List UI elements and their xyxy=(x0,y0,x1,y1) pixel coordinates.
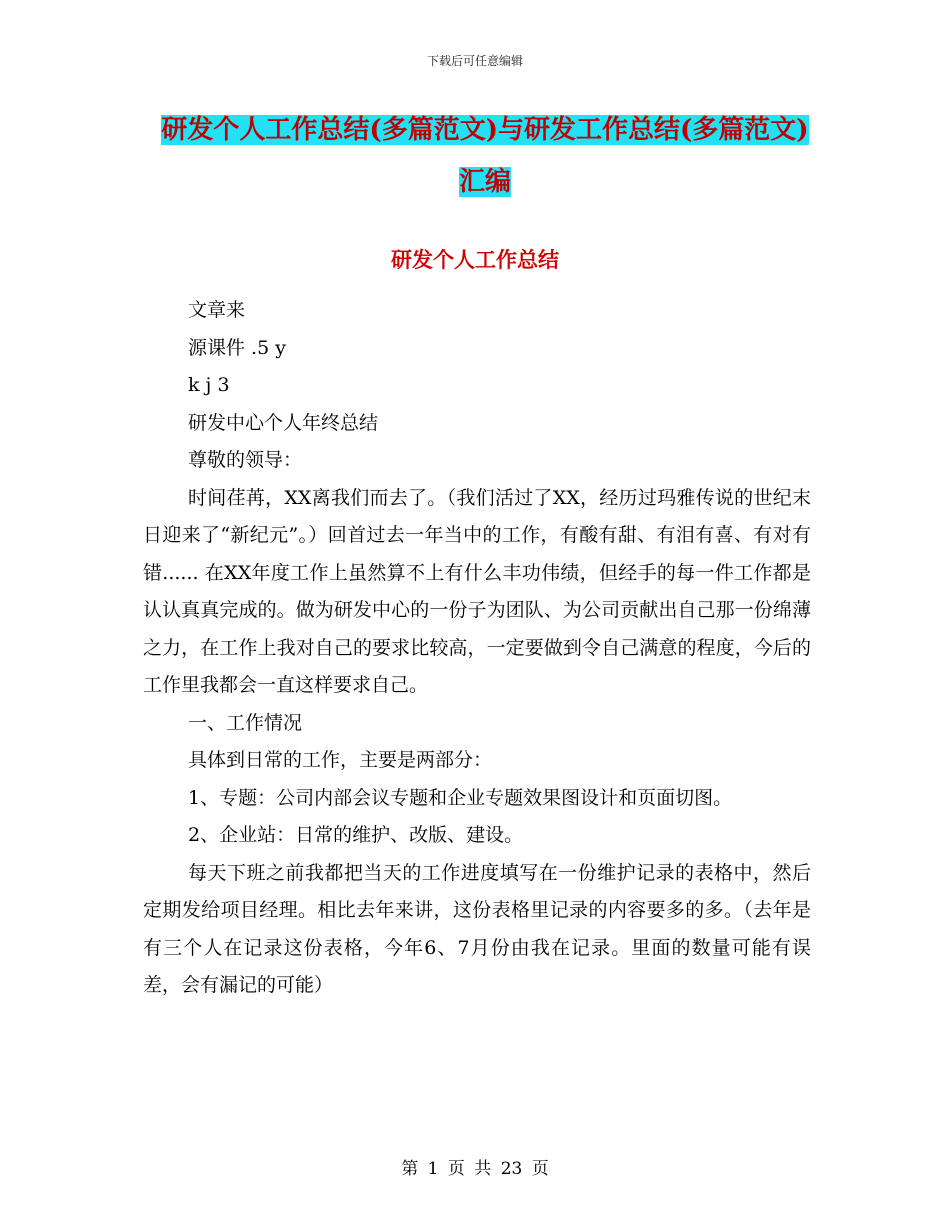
document-title xyxy=(150,104,820,208)
paragraph: 文章来 xyxy=(188,299,246,321)
paragraph: 源课件 .5 y xyxy=(188,336,286,359)
paragraph: 研发中心个人年终总结 xyxy=(188,411,379,434)
paragraph: 具体到日常的工作，主要是两部分： xyxy=(188,749,493,771)
document-title-text: 研发个人工作总结(多篇范文)与研发工作总结(多篇范文)汇编 xyxy=(161,115,809,197)
section-title: 研发个人工作总结 xyxy=(391,247,559,272)
header-note: 下载后可任意编辑 xyxy=(426,54,523,68)
paragraph: 每天下班之前我都把当天的工作进度填写在一份维护记录的表格中，然后定期发给项目经理。相比去年来讲，这份表格里记录的内容要多的多。（去年是有三个人在记录这份表格，今年6、7月份由我在记录。里面的数量可能有误差，会有漏记的可能） xyxy=(143,861,811,996)
paragraph: 时间荏苒，XX离我们而去了。（我们活过了XX，经历过玛雅传说的世纪末日迎来了“新纪元”。）回首过去一年当中的工作，有酸有甜、有泪有喜、有对有错...... 在XX年度工作上虽然算不上有什么丰功伟绩，但经手的每一件工作都是认认真真完成的。做为研发中心的一份子为团队、为公司贡献出自己那一份绵薄之力，在工作上我对自己的要求比较高，一定要做到令自己满意的程度，今后的工作里我都会一直这样要求自己。 xyxy=(143,486,811,696)
paragraph: 尊敬的领导： xyxy=(188,449,303,471)
paragraph: 一、工作情况 xyxy=(188,711,303,734)
paragraph: 2、企业站：日常的维护、改版、建设。 xyxy=(188,824,524,846)
paragraph: 1、专题：公司内部会议专题和企业专题效果图设计和页面切图。 xyxy=(188,786,733,809)
paragraph: k j 3 xyxy=(188,374,230,396)
page-footer: 第 1 页 共 23 页 xyxy=(401,1159,549,1179)
document-body xyxy=(143,292,811,1005)
